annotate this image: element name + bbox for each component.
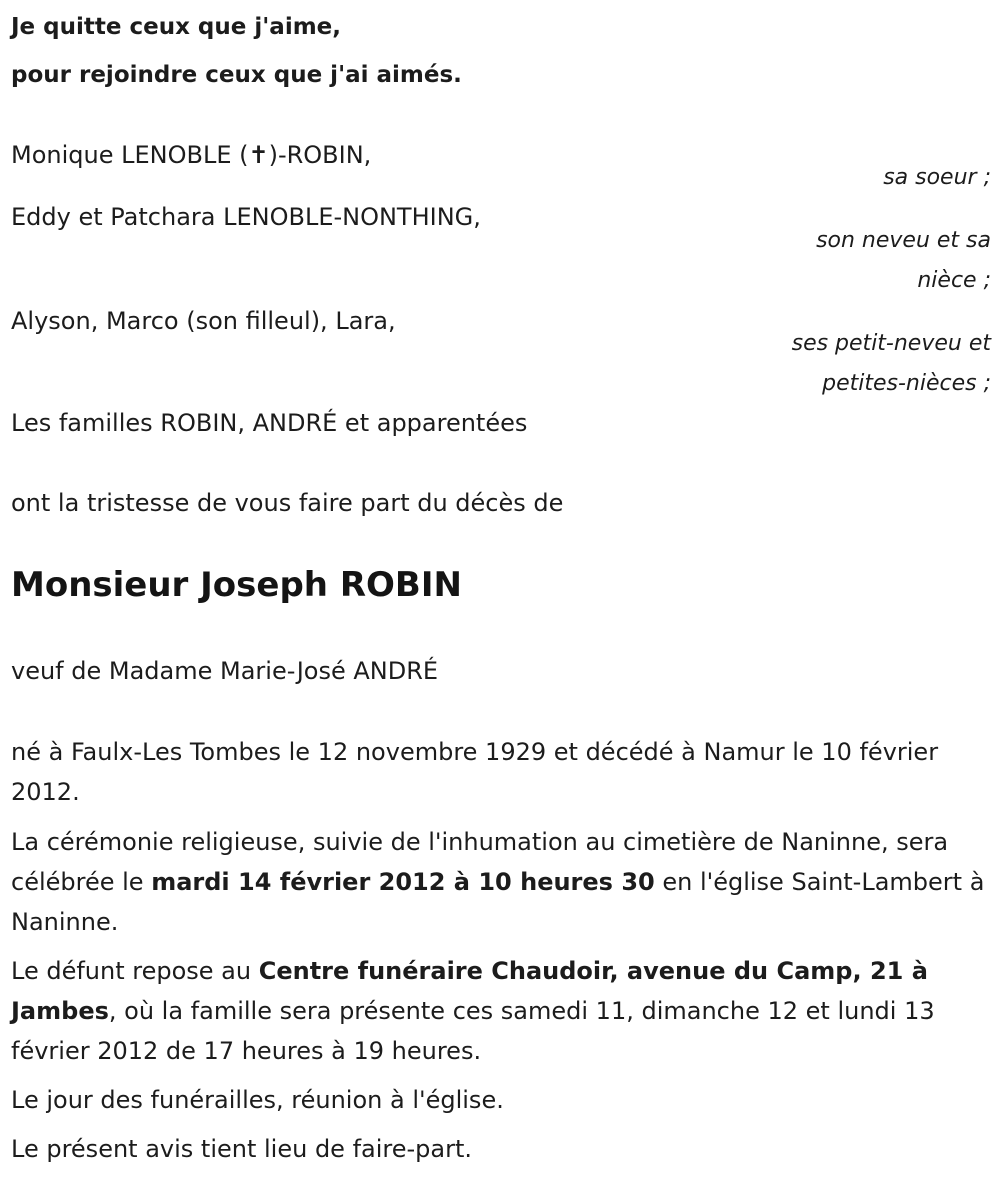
ceremony-intro: La cérémonie religieuse, suivie de l'inhumation au cimetière de Naninne, sera célébrée le (11, 828, 949, 896)
family-related-families: Les familles ROBIN, ANDRÉ et apparentées (11, 409, 528, 437)
ceremony-paragraph (11, 822, 986, 942)
repose-location: Centre funéraire Chaudoir, avenue du Camp, 21 à Jambes (11, 957, 928, 1025)
ceremony-date-time: mardi 14 février 2012 à 10 heures 30 (151, 868, 655, 896)
relation-nephew-niece: son neveu et sa nièce ; (816, 228, 991, 293)
deceased-name: Monsieur Joseph ROBIN (11, 565, 462, 605)
widower-of-text: veuf de Madame Marie-José ANDRÉ (11, 657, 439, 685)
notice-line: Le présent avis tient lieu de faire-part. (11, 1135, 473, 1163)
family-member-grandnephew-nieces: Alyson, Marco (son filleul), Lara, (11, 307, 396, 335)
family-member-sister: Monique LENOBLE (✝)-ROBIN, (11, 141, 372, 169)
epitaph-line-1: Je quitte ceux que j'aime, (11, 14, 342, 40)
meeting-line: Le jour des funérailles, réunion à l'église. (11, 1086, 504, 1114)
repose-details: , où la famille sera présente ces samedi 11, dimanche 12 et lundi 13 février 2012 de 17 heures à 19 heures. (11, 997, 935, 1065)
repose-intro: Le défunt repose au (11, 957, 259, 985)
announcement-text: ont la tristesse de vous faire part du décès de (11, 489, 564, 517)
birth-death-paragraph: né à Faulx-Les Tombes le 12 novembre 1929 et décédé à Namur le 10 février 2012. (11, 738, 939, 806)
ceremony-place: en l'église Saint-Lambert à Naninne. (11, 868, 985, 936)
relation-sister: sa soeur ; (883, 165, 991, 190)
relation-grandnephew-nieces: ses petit-neveu et petites-nièces ; (791, 331, 991, 396)
repose-paragraph (11, 951, 986, 1071)
family-member-nephew-niece: Eddy et Patchara LENOBLE-NONTHING, (11, 203, 481, 231)
epitaph-line-2: pour rejoindre ceux que j'ai aimés. (11, 62, 462, 88)
